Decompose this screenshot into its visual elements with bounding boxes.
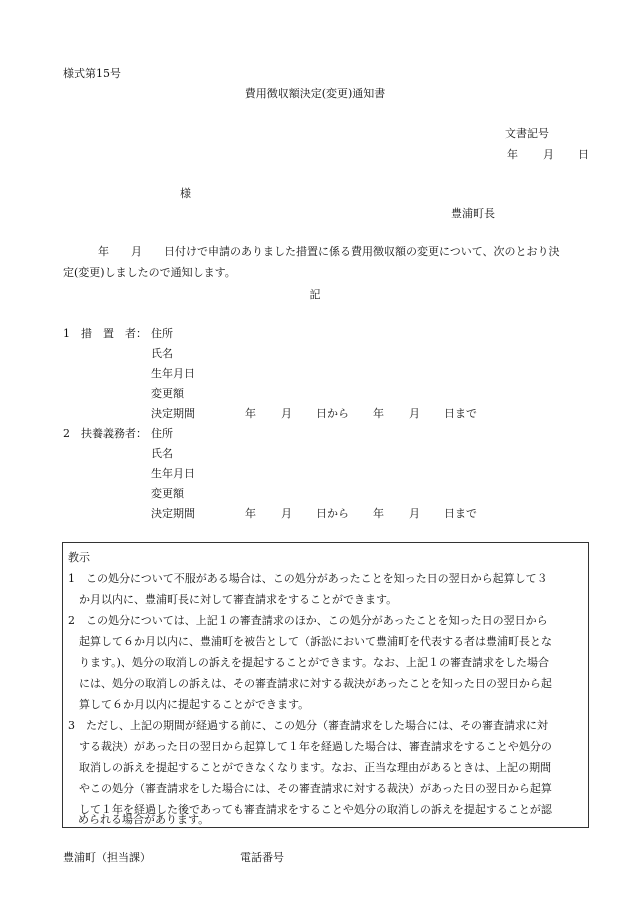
notice-line: する裁決）があった日の翌日から起算して１年を経過した場合は、審査請求をすることや処分の	[79, 740, 552, 753]
body-line: 年 月 日付けで申請のありました措置に係る費用徴収額の変更について、次のとおり決	[98, 245, 560, 258]
section-2-label: 2 扶養義務者：	[63, 427, 147, 440]
body-line: 定(変更)しましたので通知します。	[63, 266, 236, 279]
notice-line: やこの処分（審査請求をした場合には、その審査請求に対する裁決）があった日の翌日から起算	[79, 782, 552, 795]
document-title: 費用徴収額決定(変更)通知書	[244, 87, 386, 100]
notice-line: 2 この処分については、上記１の審査請求のほか、この処分があったことを知った日の翌日から	[68, 614, 548, 627]
section-2-to-year: 年	[373, 507, 384, 520]
section-2-from-year: 年	[245, 507, 256, 520]
notice-line: 3 ただし、上記の期間が経過する前に、この処分（審査請求をした場合には、その審査請求に対	[68, 719, 548, 732]
section-1-field-address: 住所	[151, 327, 173, 340]
notice-line-last: められる場合があります。	[78, 813, 210, 826]
notice-line: 起算して６か月以内に、豊浦町を被告として（訴訟において豊浦町を代表する者は豊浦町長とな	[79, 635, 552, 648]
section-2-to-month: 月	[409, 507, 420, 520]
date-year: 年	[507, 148, 518, 161]
ki-heading: 記	[309, 288, 321, 301]
section-2-from-day: 日から	[316, 507, 349, 520]
section-2-field-birthdate: 生年月日	[151, 467, 195, 480]
section-1-label: 1 措 置 者：	[63, 327, 147, 340]
notice-box	[62, 542, 589, 828]
section-1-from-day: 日から	[316, 407, 349, 420]
section-1-field-birthdate: 生年月日	[151, 367, 195, 380]
section-1-from-month: 月	[281, 407, 292, 420]
section-1-to-day: 日まで	[444, 407, 477, 420]
section-1-field-amount: 変更額	[151, 387, 184, 400]
notice-line: 取消しの訴えを提起することができなくなります。なお、正当な理由があるときは、上記の期間	[79, 761, 552, 774]
addressee-suffix: 様	[180, 187, 191, 200]
notice-line: ります。)、処分の取消しの訴えを提起することができます。なお、上記１の審査請求をした場合	[79, 656, 550, 669]
form-number: 様式第15号	[63, 67, 121, 80]
section-2-field-period: 決定期間	[151, 507, 195, 520]
document-number-label: 文書記号	[505, 127, 549, 140]
section-2-field-address: 住所	[151, 427, 173, 440]
notice-line: して１年を経過した後であっても審査請求をすることや処分の取消しの訴えを提起することが認	[79, 803, 552, 816]
footer-department: 豊浦町（担当課）	[63, 851, 151, 864]
notice-line: には、処分の取消しの訴えは、その審査請求に対する裁決があったことを知った日の翌日から起	[79, 677, 552, 690]
body-paragraph	[63, 241, 593, 283]
issuer-name: 豊浦町長	[451, 207, 495, 220]
section-1-field-period: 決定期間	[151, 407, 195, 420]
section-1-to-year: 年	[373, 407, 384, 420]
section-1-field-name: 氏名	[151, 347, 173, 360]
date-day: 日	[578, 148, 589, 161]
footer-phone-label: 電話番号	[240, 851, 284, 864]
notice-line: 算して６か月以内に提起することができます。	[79, 698, 310, 711]
section-2-field-name: 氏名	[151, 447, 173, 460]
date-month: 月	[543, 148, 554, 161]
section-2-from-month: 月	[281, 507, 292, 520]
section-2-to-day: 日まで	[444, 507, 477, 520]
notice-line: か月以内に、豊浦町長に対して審査請求をすることができます。	[79, 593, 398, 606]
section-1-to-month: 月	[409, 407, 420, 420]
section-2-field-amount: 変更額	[151, 487, 184, 500]
section-1-from-year: 年	[245, 407, 256, 420]
notice-heading: 教示	[68, 551, 90, 564]
notice-line: 1 この処分について不服がある場合は、この処分があったことを知った日の翌日から起算して３	[68, 572, 548, 585]
